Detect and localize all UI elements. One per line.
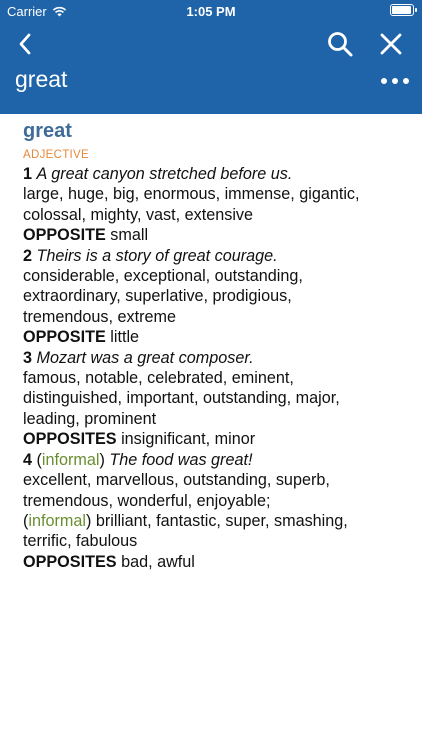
status-bar — [0, 0, 422, 22]
opposite-label: OPPOSITES — [23, 552, 117, 571]
sense-number: 3 — [23, 348, 33, 367]
example-text: The food was great! — [109, 450, 253, 469]
opposite-label: OPPOSITES — [23, 430, 117, 449]
opposite-line — [23, 327, 399, 347]
synonym-line[interactable]: terrific, fabulous — [23, 532, 138, 551]
opposite-label: OPPOSITE — [23, 226, 106, 245]
carrier-label: Carrier — [7, 4, 47, 19]
entry-content — [0, 114, 422, 572]
register-label: informal — [28, 511, 86, 530]
sense-number: 1 — [23, 165, 33, 183]
example-text: A great canyon stretched before us. — [36, 165, 293, 183]
sense-example-line — [23, 348, 399, 368]
more-icon — [380, 77, 410, 85]
title-row — [0, 62, 422, 112]
close-button[interactable] — [374, 27, 408, 61]
battery-icon — [390, 4, 414, 16]
sense-example-line — [23, 246, 399, 266]
example-text: Theirs is a story of great courage. — [36, 246, 278, 265]
synonym-line[interactable]: leading, prominent — [23, 409, 157, 428]
synonym-line[interactable]: famous, notable, celebrated, eminent, — [23, 369, 294, 388]
opposite-words[interactable]: bad, awful — [121, 552, 195, 571]
sense-example-line: 4 (informal) The food was great! — [23, 450, 253, 469]
synonym-line[interactable]: large, huge, big, enormous, immense, gigantic, — [23, 185, 360, 204]
part-of-speech: ADJECTIVE — [23, 149, 89, 161]
sense-number: 2 — [23, 246, 33, 265]
synonym-line[interactable]: extraordinary, superlative, prodigious, — [23, 287, 292, 306]
opposite-line — [23, 225, 399, 245]
register-label: informal — [41, 450, 100, 469]
synonym-line[interactable]: excellent, marvellous, outstanding, superb, — [23, 471, 330, 490]
informal-synonyms[interactable]: brilliant, fantastic, super, smashing, — [95, 511, 348, 530]
synonym-line[interactable]: tremendous, extreme — [23, 307, 176, 326]
search-button[interactable] — [323, 27, 357, 61]
synonym-line[interactable]: considerable, exceptional, outstanding, — [23, 267, 303, 286]
synonym-line[interactable]: distinguished, important, outstanding, major, — [23, 389, 340, 408]
synonym-line[interactable]: tremendous, wonderful, enjoyable; — [23, 491, 271, 510]
chevron-left-icon — [18, 33, 32, 55]
opposite-line — [23, 552, 399, 572]
opposite-words[interactable]: small — [110, 226, 149, 245]
opposite-line — [23, 429, 399, 449]
opposite-words[interactable]: insignificant, minor — [121, 430, 256, 449]
opposite-label: OPPOSITE — [23, 328, 106, 347]
status-right — [390, 4, 414, 16]
nav-row — [0, 22, 422, 62]
headword: great — [23, 120, 72, 142]
search-icon — [327, 31, 353, 57]
sense-number: 4 — [23, 450, 33, 469]
close-icon — [380, 33, 402, 55]
sense-example-line — [23, 164, 399, 184]
app-header — [0, 0, 422, 114]
page-title: great — [15, 66, 68, 92]
back-button[interactable] — [8, 27, 42, 61]
more-button[interactable] — [380, 72, 410, 90]
opposite-words[interactable]: little — [110, 328, 140, 347]
example-text: Mozart was a great composer. — [36, 348, 254, 367]
status-time: 1:05 PM — [186, 4, 236, 19]
synonym-line[interactable]: colossal, mighty, vast, extensive — [23, 205, 254, 224]
informal-synonym-line: (informal) brilliant, fantastic, super, smashing, — [23, 511, 348, 530]
